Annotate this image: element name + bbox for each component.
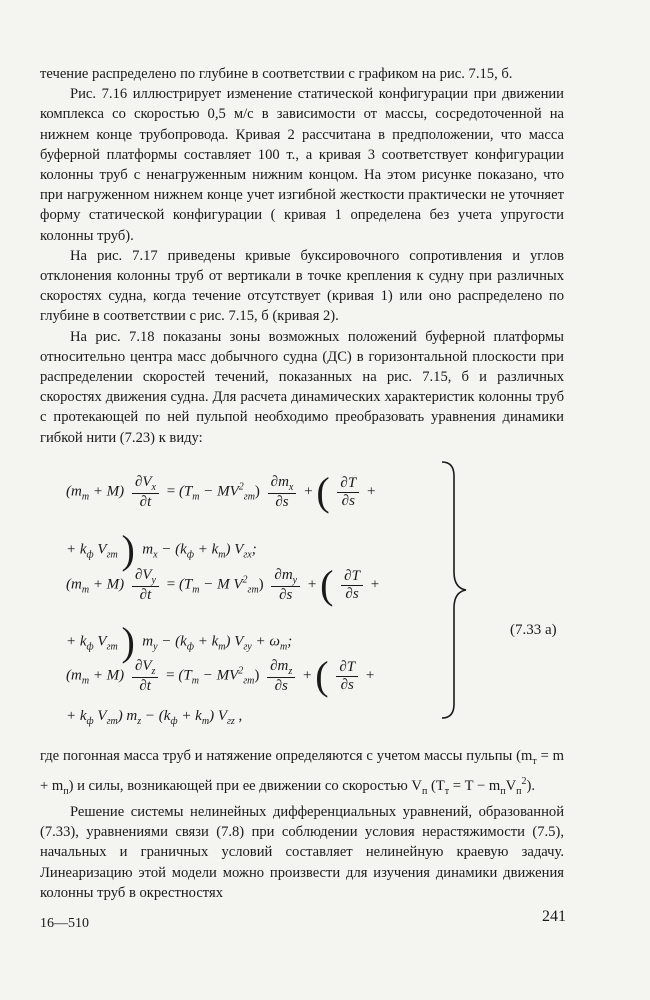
equation-line-4: + $k_ф$ $V_{гm}$ ) $m_y - (k_ф + k_т) V_{гy} + \omega_т$;	[66, 619, 293, 664]
fraction: $\frac{\partial T}{\partial s}$	[336, 659, 358, 694]
equation-line-2: + $k_ф$ $V_{гm}$ ) $m_x - (k_ф + k_т)$ $V_{гx}$;	[66, 527, 257, 572]
paragraph: Рис. 7.16 иллюстрирует изменение статической конфигурации при движении комплекса со скоростью 0,5 м/с в зависимости от массы, сосредоточенной на нижнем конце трубопровода. Кривая 2 рассчитана в предположении, что масса буферной платформы составляет 100 т., а кривая 3 соответствует конфигурации колонны труб с ненагруженным нижним концом. На этом рисунке показано, что при нагруженном нижнем конце учет изгибной жесткости практически не уточняет форму статической конфигурации ( кривая 1 определена без учета упругости колонны труб).	[40, 86, 564, 244]
equation-label: (7.33 а)	[510, 622, 557, 638]
page-number: 241	[542, 908, 566, 925]
fraction: $\frac{\partial m_x}{\partial s}$	[268, 474, 297, 511]
paragraph: течение распределено по глубине в соответствии с графиком на рис. 7.15, б.	[40, 66, 513, 82]
equation-line-3: $(m_т + M)$ $\frac{\partial V_y}{\partial t}$ = ($T_т - M$ $V^2_{гm}$) $\frac{\partial m_y}{\partial s}$ + ( $\frac{\partial T}{\partial s}$ +	[66, 562, 380, 607]
equation-line-1: $(m_т + M)$ $\frac{\partial V_x}{\partial t}$ = $(T_т - MV^2_{гm})$ $\frac{\partial m_x}{\partial s}$ + ( $\frac{\partial T}{\partial s}$ +	[66, 469, 376, 514]
fraction: $\frac{\partial V_z}{\partial t}$	[132, 658, 158, 695]
fraction: $\frac{\partial V_y}{\partial t}$	[132, 567, 159, 604]
fraction: $\frac{\partial m_y}{\partial s}$	[271, 567, 300, 604]
equation-line-5: $(m_т + M)$ $\frac{\partial V_z}{\partial t}$ = $(T_т - MV^2_{гm})$ $\frac{\partial m_z}{\partial s}$ + ( $\frac{\partial T}{\partial s}$ +	[66, 653, 375, 698]
paragraph: где погонная масса труб и натяжение определяются с учетом массы пульпы $(m_т = m + m_п)$ и силы, возникающей при ее движении со скоростью $V_п$ $(T_т = T - m_пV_п^2)$.	[40, 748, 564, 797]
text-block-top	[40, 64, 564, 448]
fraction: $\frac{\partial m_z}{\partial s}$	[267, 658, 295, 695]
signature-mark: 16—510	[40, 916, 89, 931]
text-block-bottom	[40, 746, 564, 903]
equation-line-6: + $k_ф$ $V_{гm}$) $m_z - (k_ф + k_т)$ $V_{гz}$ ,	[66, 708, 243, 727]
paragraph: На рис. 7.18 показаны зоны возможных положений буферной платформы относительно центра масс добычного судна (ДС) в горизонтальной плоскости при распределении скоростей течений, показанных на рис. 7.15, б и различных скоростях движения судна. Для расчета динамических характеристик колонны труб с протекающей по ней пульпой необходимо преобразовать уравнения динамики гибкой нити (7.23) к виду:	[40, 328, 564, 446]
fraction: $\frac{\partial T}{\partial s}$	[341, 568, 363, 603]
fraction: $\frac{\partial T}{\partial s}$	[337, 475, 359, 510]
fraction: $\frac{\partial V_x}{\partial t}$	[132, 474, 159, 511]
paragraph: Решение системы нелинейных дифференциальных уравнений, образованной (7.33), уравнениями связи (7.8) при соблюдении условия нерастяжимости (7.5), начальных и граничных условий составляет нелинейную краевую задачу. Линеаризацию этой модели можно произвести для изучения динамики движения колонны труб в окрестностях	[40, 804, 564, 901]
right-brace-icon	[438, 460, 468, 720]
paragraph: На рис. 7.17 приведены кривые буксировочного сопротивления и углов отклонения колонны труб от вертикали в точке крепления к судну при различных скоростях судна, когда течение отсутствует (кривая 1) или оно распределено по глубине в соответствии с рис. 7.15, б (кривая 2).	[40, 247, 564, 325]
